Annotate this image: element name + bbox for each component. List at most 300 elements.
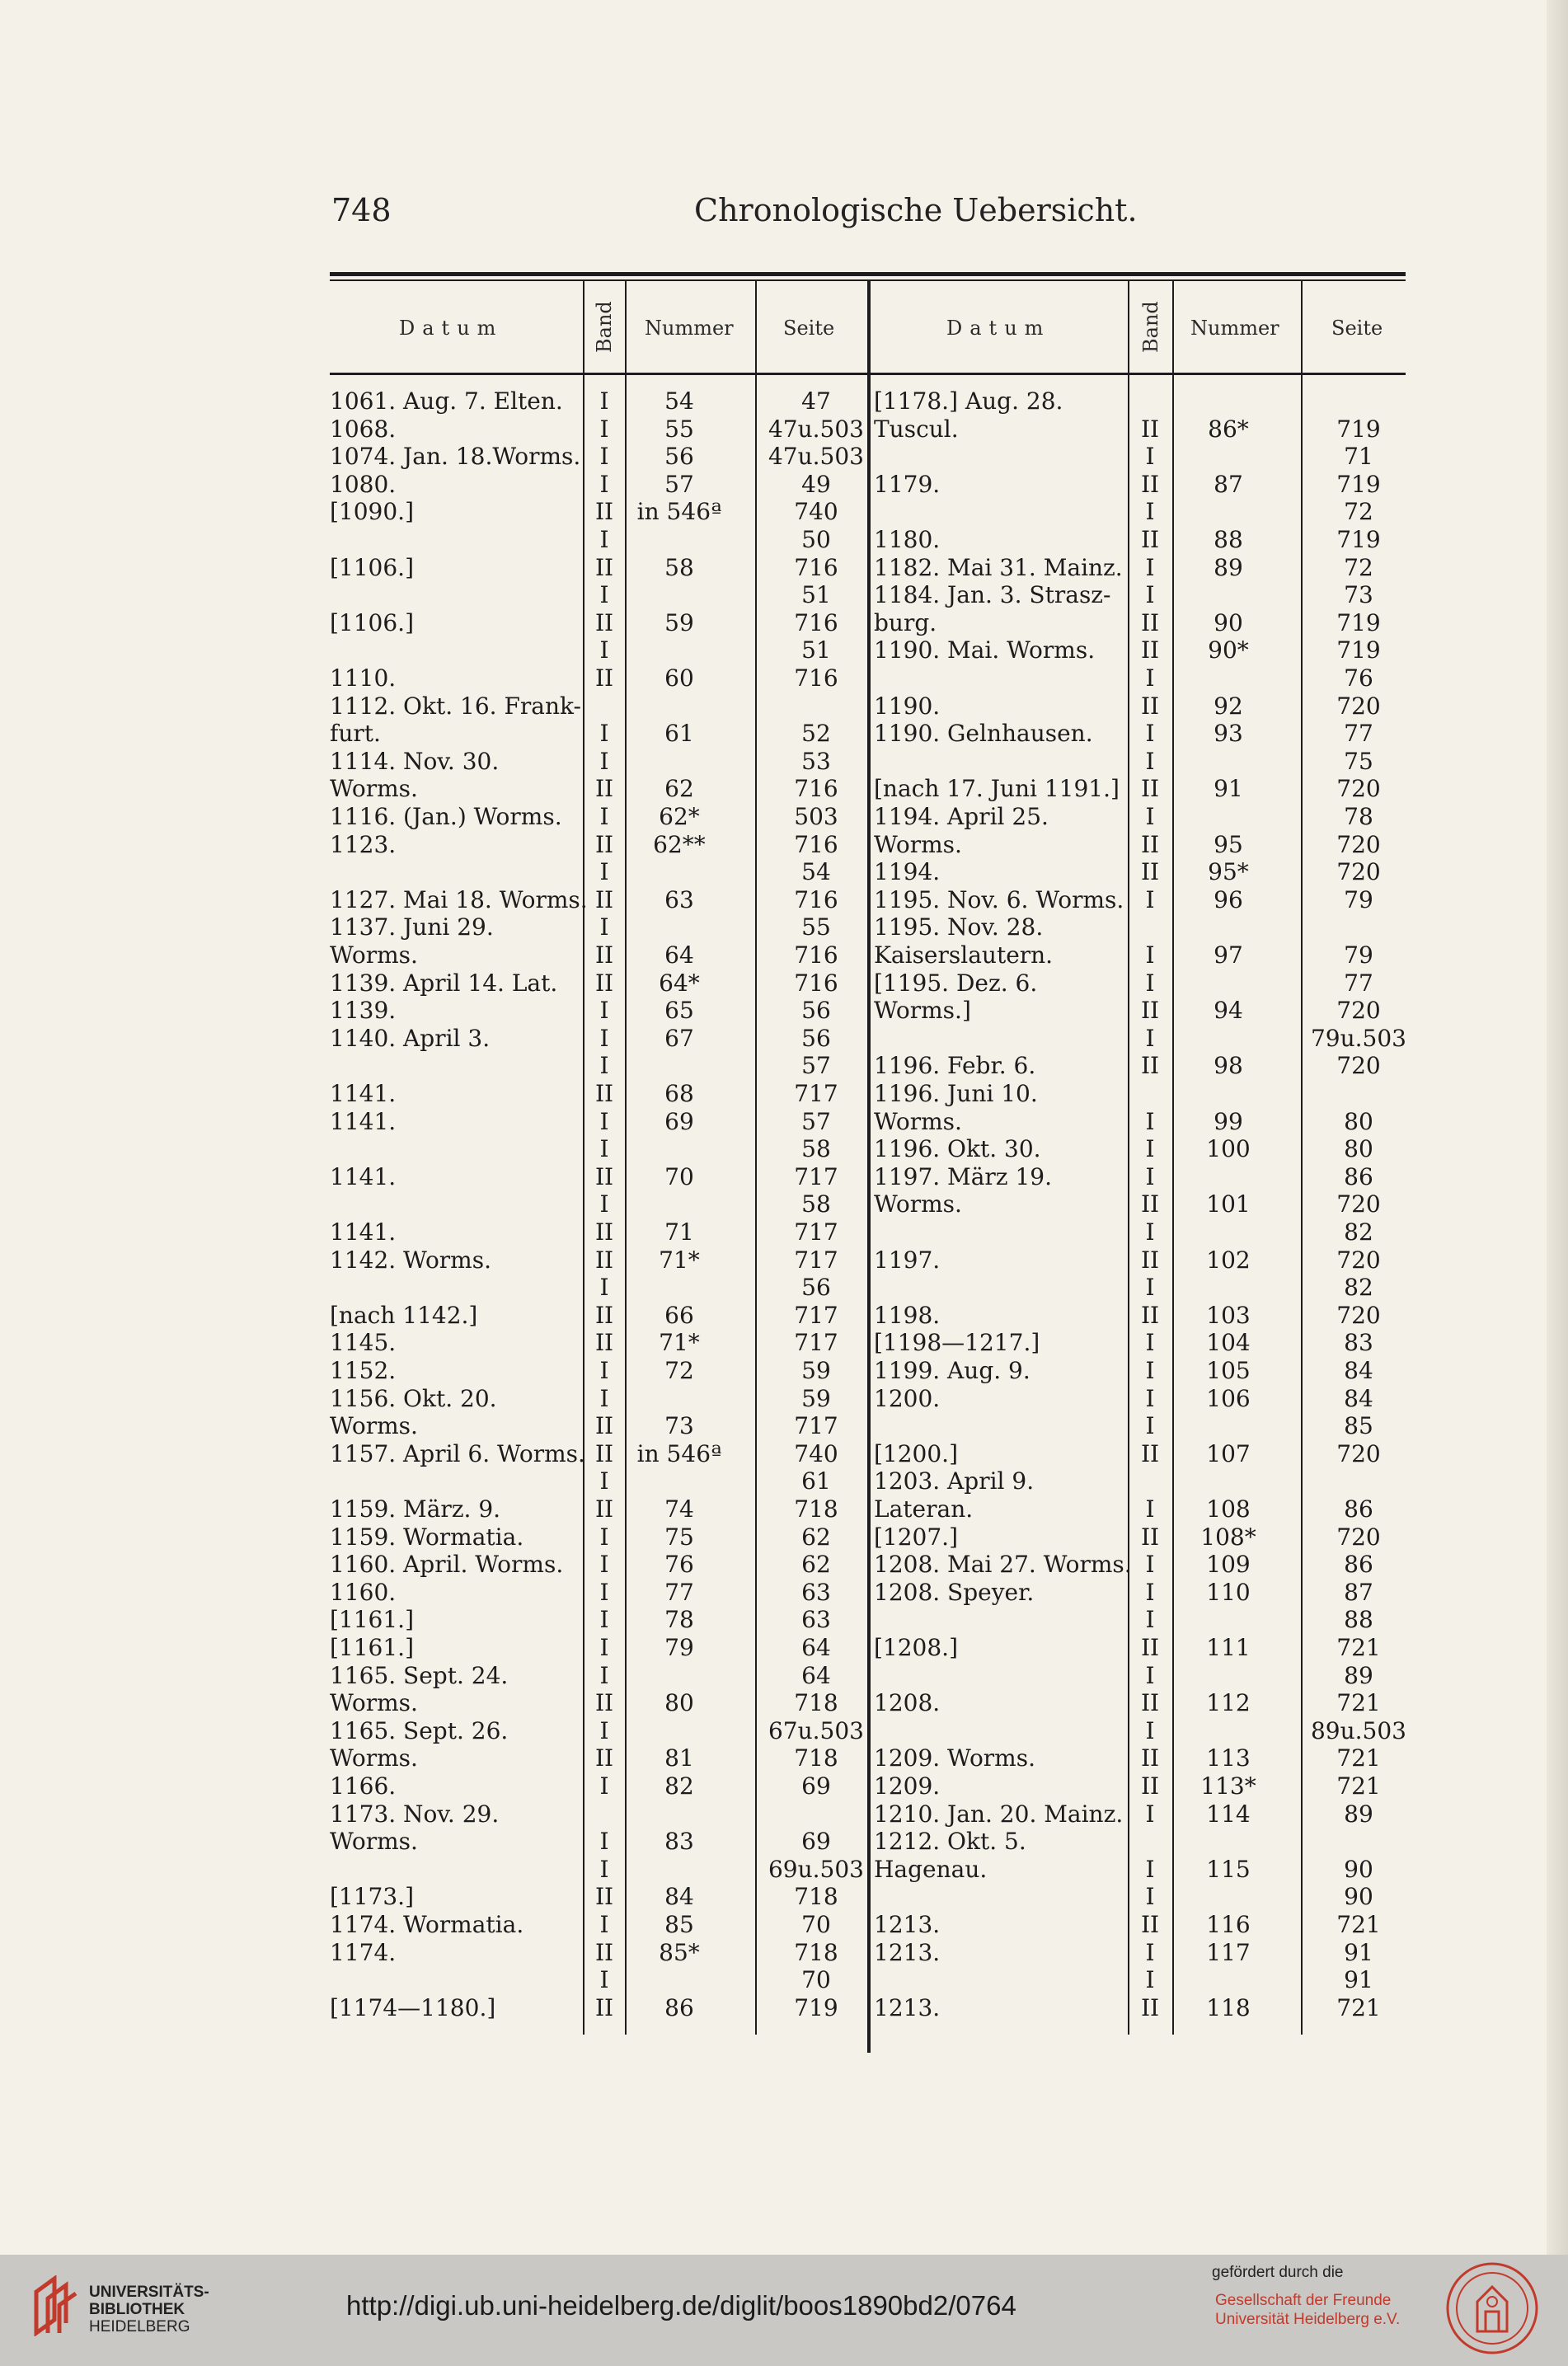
cell-datum: 1165. Sept. 26.: [330, 1716, 509, 1744]
column-divider: [1172, 280, 1174, 2035]
cell-seite: 71: [1344, 443, 1373, 471]
cell-band: I: [1145, 1495, 1155, 1523]
cell-seite: 721: [1336, 1993, 1381, 2021]
cell-nummer: 113: [1206, 1744, 1251, 1772]
cell-band: II: [594, 1439, 614, 1467]
cell-seite: 47: [801, 387, 831, 415]
cell-nummer: 95*: [1208, 858, 1249, 886]
cell-datum: [nach 1142.]: [330, 1301, 478, 1329]
cell-band: I: [599, 803, 609, 830]
running-title: Chronologische Uebersicht.: [694, 192, 1138, 228]
sponsor-name: [1215, 2291, 1400, 2329]
cell-nummer: 118: [1206, 1993, 1251, 2021]
cell-nummer: 108: [1206, 1495, 1251, 1523]
cell-seite: 718: [794, 1744, 838, 1772]
cell-seite: 62: [801, 1523, 831, 1551]
header-band-right: Band: [1139, 301, 1162, 353]
cell-seite: 718: [794, 1938, 838, 1966]
cell-datum: 1210. Jan. 20. Mainz.: [874, 1800, 1124, 1828]
university-seal-icon: [1444, 2260, 1540, 2356]
cell-seite: 91: [1344, 1938, 1373, 1966]
cell-band: I: [599, 1661, 609, 1689]
cell-band: I: [599, 1551, 609, 1579]
cell-seite: 719: [1336, 636, 1381, 664]
cell-datum: Worms.: [330, 1828, 418, 1856]
cell-seite: 717: [794, 1412, 838, 1440]
cell-nummer: 94: [1214, 997, 1243, 1025]
cell-band: II: [1140, 858, 1160, 886]
cell-datum: 1199. Aug. 9.: [874, 1357, 1030, 1384]
cell-datum: 1212. Okt. 5.: [874, 1828, 1026, 1856]
cell-seite: 721: [1336, 1911, 1381, 1938]
cell-nummer: 61: [664, 720, 694, 748]
cell-datum: 1197. März 19.: [874, 1162, 1052, 1190]
cell-datum: Worms.: [874, 1107, 962, 1135]
cell-band: II: [1140, 636, 1160, 664]
cell-seite: 80: [1344, 1107, 1373, 1135]
cell-nummer: 101: [1206, 1190, 1251, 1218]
cell-seite: 718: [794, 1689, 838, 1717]
cell-seite: 77: [1344, 969, 1373, 997]
cell-datum: 1127. Mai 18. Worms.: [330, 885, 588, 913]
cell-datum: 1213.: [874, 1911, 941, 1938]
cell-nummer: in 546ª: [636, 498, 722, 526]
cell-nummer: 73: [664, 1412, 694, 1440]
cell-band: II: [594, 1162, 614, 1190]
cell-band: I: [599, 1274, 609, 1302]
cell-datum: 1208. Mai 27. Worms.: [874, 1551, 1132, 1579]
cell-nummer: 90: [1214, 608, 1243, 636]
cell-datum: 1160. April. Worms.: [330, 1551, 564, 1579]
cell-nummer: 89: [1214, 553, 1243, 581]
cell-datum: [1161.]: [330, 1606, 415, 1634]
cell-datum: 1165. Sept. 24.: [330, 1661, 509, 1689]
cell-seite: 86: [1344, 1495, 1373, 1523]
cell-nummer: 62: [664, 775, 694, 803]
cell-seite: 70: [801, 1966, 831, 1994]
cell-datum: 1141.: [330, 1107, 397, 1135]
cell-band: II: [594, 1744, 614, 1772]
cell-datum: burg.: [874, 608, 937, 636]
cell-band: I: [1145, 1135, 1155, 1163]
cell-datum: 1080.: [330, 470, 397, 498]
cell-nummer: 80: [664, 1689, 694, 1717]
cell-band: I: [599, 1578, 609, 1606]
cell-datum: 1156. Okt. 20.: [330, 1384, 497, 1412]
cell-seite: 716: [794, 969, 838, 997]
cell-nummer: 74: [664, 1495, 694, 1523]
cell-nummer: 71: [664, 1218, 694, 1246]
cell-band: II: [594, 885, 614, 913]
cell-seite: 717: [794, 1162, 838, 1190]
cell-nummer: 100: [1206, 1135, 1251, 1163]
cell-band: I: [1145, 1800, 1155, 1828]
cell-nummer: 105: [1206, 1357, 1251, 1384]
cell-band: I: [599, 1107, 609, 1135]
cell-datum: 1116. (Jan.) Worms.: [330, 803, 562, 830]
cell-nummer: 88: [1214, 526, 1243, 553]
cell-band: I: [1145, 1606, 1155, 1634]
cell-band: I: [599, 1024, 609, 1052]
cell-band: I: [1145, 1855, 1155, 1883]
cell-band: I: [599, 1384, 609, 1412]
cell-seite: 716: [794, 664, 838, 692]
cell-nummer: 55: [664, 415, 694, 443]
cell-nummer: 114: [1206, 1800, 1251, 1828]
cell-band: II: [1140, 470, 1160, 498]
cell-band: I: [599, 470, 609, 498]
cell-datum: 1196. Okt. 30.: [874, 1135, 1041, 1163]
cell-datum: 1182. Mai 31. Mainz.: [874, 553, 1123, 581]
cell-band: I: [599, 858, 609, 886]
cell-datum: 1179.: [874, 470, 941, 498]
cell-band: II: [594, 608, 614, 636]
cell-seite: 62: [801, 1551, 831, 1579]
cell-seite: 64: [801, 1661, 831, 1689]
library-line-1: UNIVERSITÄTS-: [89, 2284, 209, 2301]
cell-seite: 67u.503: [768, 1716, 864, 1744]
cell-band: II: [1140, 526, 1160, 553]
cell-seite: 69: [801, 1828, 831, 1856]
cell-band: I: [1145, 1274, 1155, 1302]
cell-datum: 1195. Nov. 6. Worms.: [874, 885, 1124, 913]
cell-nummer: 85: [664, 1911, 694, 1938]
cell-band: I: [1145, 803, 1155, 830]
cell-datum: 1208. Speyer.: [874, 1578, 1035, 1606]
cell-nummer: 99: [1214, 1107, 1243, 1135]
cell-band: I: [1145, 1357, 1155, 1384]
library-name: [89, 2284, 209, 2335]
cell-band: I: [1145, 1578, 1155, 1606]
cell-seite: 720: [1336, 692, 1381, 720]
cell-nummer: 79: [664, 1634, 694, 1661]
cell-band: I: [1145, 553, 1155, 581]
source-url-link[interactable]: http://digi.ub.uni-heidelberg.de/diglit/boos1890bd2/0764: [346, 2290, 1016, 2321]
sponsor-line-1: Gesellschaft der Freunde: [1215, 2292, 1392, 2309]
cell-datum: [1198—1217.]: [874, 1329, 1040, 1357]
university-library-logo-icon: [30, 2275, 81, 2336]
cell-seite: 63: [801, 1606, 831, 1634]
cell-seite: 80: [1344, 1135, 1373, 1163]
cell-seite: 721: [1336, 1744, 1381, 1772]
cell-band: II: [594, 498, 614, 526]
cell-band: I: [1145, 1551, 1155, 1579]
cell-seite: 57: [801, 1052, 831, 1080]
cell-nummer: 116: [1206, 1911, 1251, 1938]
cell-datum: 1213.: [874, 1993, 941, 2021]
cell-datum: 1195. Nov. 28.: [874, 913, 1044, 941]
cell-band: II: [594, 1218, 614, 1246]
cell-seite: 56: [801, 997, 831, 1025]
cell-datum: 1141.: [330, 1080, 397, 1107]
cell-datum: 1141.: [330, 1162, 397, 1190]
cell-nummer: 62**: [653, 830, 706, 858]
cell-seite: 720: [1336, 1246, 1381, 1274]
cell-datum: 1208.: [874, 1689, 941, 1717]
cell-band: II: [1140, 830, 1160, 858]
cell-datum: Lateran.: [874, 1495, 974, 1523]
cell-band: II: [594, 830, 614, 858]
cell-datum: 1145.: [330, 1329, 397, 1357]
cell-datum: 1141.: [330, 1218, 397, 1246]
cell-seite: 64: [801, 1634, 831, 1661]
cell-seite: 56: [801, 1024, 831, 1052]
cell-band: I: [599, 1772, 609, 1800]
cell-seite: 716: [794, 775, 838, 803]
cell-nummer: 64*: [659, 969, 700, 997]
cell-datum: 1166.: [330, 1772, 397, 1800]
cell-band: I: [1145, 664, 1155, 692]
cell-band: I: [1145, 581, 1155, 609]
cell-seite: 740: [794, 498, 838, 526]
library-line-2: BIBLIOTHEK: [89, 2301, 185, 2318]
cell-band: I: [1145, 1412, 1155, 1440]
cell-datum: 1123.: [330, 830, 397, 858]
cell-seite: 89: [1344, 1661, 1373, 1689]
cell-band: I: [599, 1052, 609, 1080]
cell-band: I: [1145, 1218, 1155, 1246]
cell-nummer: 103: [1206, 1301, 1251, 1329]
cell-datum: Worms.: [330, 775, 418, 803]
cell-seite: 85: [1344, 1412, 1373, 1440]
cell-datum: 1209.: [874, 1772, 941, 1800]
cell-datum: 1190.: [874, 692, 941, 720]
cell-band: I: [1145, 747, 1155, 775]
cell-nummer: 57: [664, 470, 694, 498]
cell-band: II: [594, 664, 614, 692]
cell-band: I: [599, 1855, 609, 1883]
cell-seite: 719: [1336, 608, 1381, 636]
cell-band: II: [594, 1246, 614, 1274]
cell-nummer: 107: [1206, 1439, 1251, 1467]
cell-seite: 75: [1344, 747, 1373, 775]
cell-seite: 718: [794, 1495, 838, 1523]
cell-seite: 76: [1344, 664, 1373, 692]
cell-seite: 716: [794, 941, 838, 969]
cell-datum: 1200.: [874, 1384, 941, 1412]
cell-seite: 720: [1336, 830, 1381, 858]
cell-nummer: 86: [664, 1993, 694, 2021]
cell-band: II: [1140, 415, 1160, 443]
header-seite-left: Seite: [783, 317, 835, 340]
cell-nummer: 90*: [1208, 636, 1249, 664]
cell-datum: 1112. Okt. 16. Frank-: [330, 692, 581, 720]
cell-datum: 1197.: [874, 1246, 941, 1274]
cell-datum: [1178.] Aug. 28.: [874, 387, 1063, 415]
cell-band: II: [1140, 1523, 1160, 1551]
cell-seite: 72: [1344, 553, 1373, 581]
cell-seite: 720: [1336, 1523, 1381, 1551]
cell-nummer: 78: [664, 1606, 694, 1634]
cell-band: I: [1145, 1024, 1155, 1052]
cell-datum: Worms.: [330, 1744, 418, 1772]
center-divider: [867, 280, 871, 2053]
cell-nummer: 117: [1206, 1938, 1251, 1966]
cell-seite: 717: [794, 1301, 838, 1329]
cell-datum: 1209. Worms.: [874, 1744, 1035, 1772]
cell-seite: 503: [794, 803, 838, 830]
cell-seite: 717: [794, 1080, 838, 1107]
cell-nummer: 111: [1206, 1634, 1251, 1661]
cell-band: I: [1145, 1329, 1155, 1357]
cell-nummer: 112: [1206, 1689, 1251, 1717]
cell-band: I: [599, 1911, 609, 1938]
header-band-left: Band: [593, 301, 616, 353]
cell-band: I: [1145, 885, 1155, 913]
cell-band: I: [599, 443, 609, 471]
cell-band: I: [599, 1606, 609, 1634]
cell-seite: 58: [801, 1135, 831, 1163]
cell-band: I: [599, 747, 609, 775]
cell-band: II: [594, 1495, 614, 1523]
cell-band: II: [1140, 1246, 1160, 1274]
cell-datum: [1195. Dez. 6.: [874, 969, 1038, 997]
cell-band: I: [599, 1634, 609, 1661]
cell-seite: 720: [1336, 1439, 1381, 1467]
cell-band: I: [599, 1828, 609, 1856]
cell-nummer: 108*: [1200, 1523, 1256, 1551]
cell-datum: Worms.: [874, 1190, 962, 1218]
cell-datum: Worms.]: [874, 997, 971, 1025]
cell-seite: 716: [794, 608, 838, 636]
cell-datum: 1159. Wormatia.: [330, 1523, 524, 1551]
cell-band: II: [1140, 1634, 1160, 1661]
cell-nummer: 92: [1214, 692, 1243, 720]
header-nummer-left: Nummer: [645, 317, 734, 340]
cell-seite: 717: [794, 1329, 838, 1357]
cell-seite: 70: [801, 1911, 831, 1938]
column-divider: [1301, 280, 1303, 2035]
cell-datum: 1139. April 14. Lat.: [330, 969, 558, 997]
cell-datum: [1106.]: [330, 608, 415, 636]
cell-band: II: [594, 1080, 614, 1107]
cell-nummer: 102: [1206, 1246, 1251, 1274]
cell-band: I: [1145, 1716, 1155, 1744]
cell-seite: 73: [1344, 581, 1373, 609]
cell-band: II: [594, 1938, 614, 1966]
cell-band: II: [594, 941, 614, 969]
cell-datum: 1159. März. 9.: [330, 1495, 501, 1523]
cell-seite: 720: [1336, 775, 1381, 803]
cell-datum: 1114. Nov. 30.: [330, 747, 500, 775]
cell-band: I: [599, 526, 609, 553]
cell-datum: 1203. April 9.: [874, 1467, 1035, 1495]
cell-datum: Worms.: [330, 941, 418, 969]
header-nummer-right: Nummer: [1190, 317, 1279, 340]
cell-nummer: 65: [664, 997, 694, 1025]
cell-seite: 716: [794, 885, 838, 913]
cell-band: I: [599, 913, 609, 941]
cell-band: II: [1140, 608, 1160, 636]
cell-seite: 63: [801, 1578, 831, 1606]
cell-datum: Worms.: [330, 1689, 418, 1717]
cell-band: II: [594, 1301, 614, 1329]
cell-band: II: [1140, 997, 1160, 1025]
cell-datum: Worms.: [330, 1412, 418, 1440]
cell-band: I: [1145, 1107, 1155, 1135]
cell-nummer: 71*: [659, 1329, 700, 1357]
cell-seite: 69u.503: [768, 1855, 864, 1883]
cell-nummer: in 546ª: [636, 1439, 722, 1467]
cell-band: II: [594, 775, 614, 803]
cell-seite: 72: [1344, 498, 1373, 526]
cell-datum: [1174—1180.]: [330, 1993, 496, 2021]
cell-seite: 69: [801, 1772, 831, 1800]
cell-band: I: [1145, 1938, 1155, 1966]
cell-seite: 52: [801, 720, 831, 748]
cell-seite: 720: [1336, 997, 1381, 1025]
cell-nummer: 75: [664, 1523, 694, 1551]
cell-seite: 720: [1336, 1301, 1381, 1329]
cell-datum: Kaiserslautern.: [874, 941, 1054, 969]
cell-seite: 47u.503: [768, 443, 864, 471]
cell-nummer: 93: [1214, 720, 1243, 748]
cell-seite: 89u.503: [1310, 1716, 1406, 1744]
cell-band: II: [1140, 1911, 1160, 1938]
cell-band: I: [1145, 1883, 1155, 1911]
cell-band: I: [599, 1135, 609, 1163]
cell-datum: 1174. Wormatia.: [330, 1911, 524, 1938]
cell-seite: 740: [794, 1439, 838, 1467]
header-datum-left: Datum: [399, 317, 504, 340]
cell-nummer: 85*: [659, 1938, 700, 1966]
cell-nummer: 64: [664, 941, 694, 969]
cell-nummer: 96: [1214, 885, 1243, 913]
cell-seite: 51: [801, 636, 831, 664]
page-number: 748: [331, 192, 392, 228]
cell-nummer: 83: [664, 1828, 694, 1856]
cell-nummer: 60: [664, 664, 694, 692]
cell-band: I: [1145, 498, 1155, 526]
cell-datum: 1074. Jan. 18.Worms.: [330, 443, 581, 471]
cell-nummer: 72: [664, 1357, 694, 1384]
sponsor-line-2: Universität Heidelberg e.V.: [1215, 2311, 1401, 2328]
cell-seite: 719: [794, 1993, 838, 2021]
cell-seite: 719: [1336, 415, 1381, 443]
cell-datum: 1173. Nov. 29.: [330, 1800, 500, 1828]
cell-seite: 721: [1336, 1689, 1381, 1717]
cell-datum: 1213.: [874, 1938, 941, 1966]
cell-nummer: 63: [664, 885, 694, 913]
cell-datum: 1190. Gelnhausen.: [874, 720, 1093, 748]
page-edge: [1547, 0, 1568, 2255]
cell-band: II: [1140, 1744, 1160, 1772]
cell-band: I: [599, 1467, 609, 1495]
cell-seite: 77: [1344, 720, 1373, 748]
cell-band: II: [1140, 1190, 1160, 1218]
cell-seite: 86: [1344, 1162, 1373, 1190]
cell-band: I: [599, 1190, 609, 1218]
cell-seite: 88: [1344, 1606, 1373, 1634]
cell-seite: 59: [801, 1384, 831, 1412]
cell-nummer: 70: [664, 1162, 694, 1190]
cell-datum: 1190. Mai. Worms.: [874, 636, 1096, 664]
cell-datum: [1200.]: [874, 1439, 959, 1467]
cell-band: I: [599, 997, 609, 1025]
cell-datum: 1140. April 3.: [330, 1024, 491, 1052]
cell-seite: 83: [1344, 1329, 1373, 1357]
cell-band: II: [594, 1883, 614, 1911]
cell-band: I: [599, 1357, 609, 1384]
cell-band: II: [1140, 1689, 1160, 1717]
cell-nummer: 86*: [1208, 415, 1249, 443]
cell-seite: 721: [1336, 1772, 1381, 1800]
cell-nummer: 87: [1214, 470, 1243, 498]
cell-nummer: 69: [664, 1107, 694, 1135]
cell-nummer: 56: [664, 443, 694, 471]
cell-seite: 59: [801, 1357, 831, 1384]
cell-seite: 79u.503: [1310, 1024, 1406, 1052]
